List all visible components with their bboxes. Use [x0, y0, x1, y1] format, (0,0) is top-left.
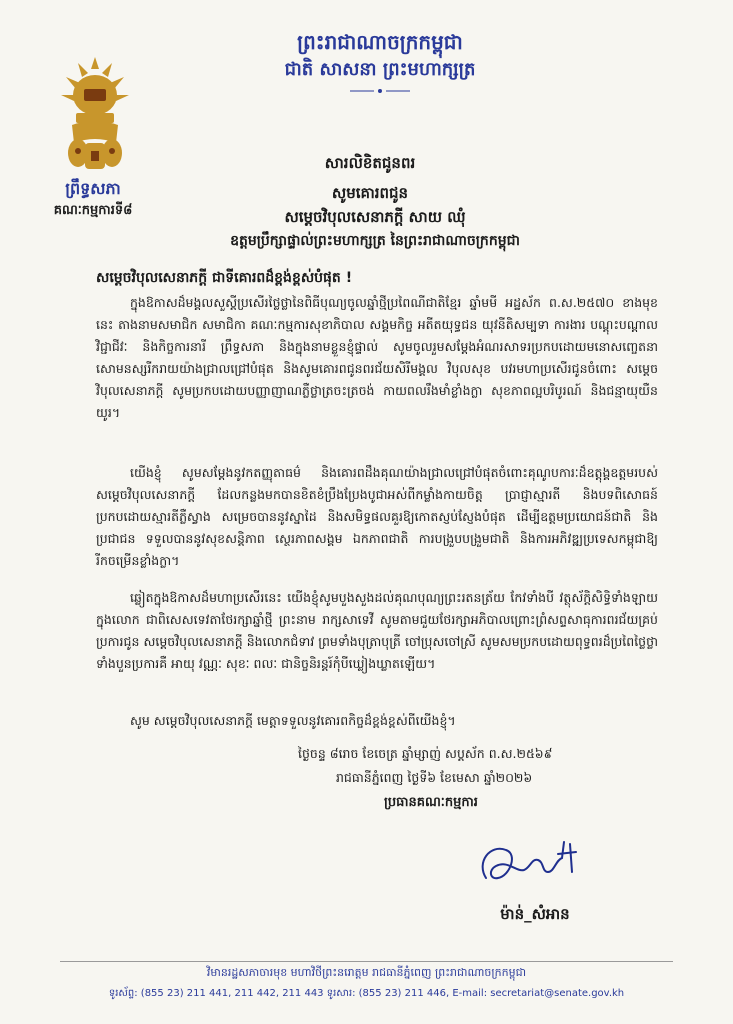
recipient-name: សម្ដេចវិបុលសេនាភក្ដី សាយ ឈុំ [284, 208, 466, 226]
footer-divider [60, 961, 673, 962]
lunar-date: ថ្ងៃចន្ទ ៨រោច ខែចេត្រ ឆ្នាំម្សាញ់ សប្តស័ក ព.ស.២៥៦៩ [298, 746, 553, 761]
place-and-date: រាជធានីភ្នំពេញ ថ្ងៃទី៦ ខែមេសា ឆ្នាំ២០២៦ [336, 770, 533, 785]
salutation: សម្ដេចវិបុលសេនាភក្ដី ជាទីគោរពដ៏ខ្ពង់ខ្ពស់បំផុត ! [96, 270, 353, 286]
recipient-title: ឧត្តមប្រឹក្សាផ្ទាល់ព្រះមហាក្សត្រ នៃព្រះរាជាណាចក្រកម្ពុជា [230, 233, 520, 249]
institution-name: ព្រឹទ្ធសភា [65, 179, 121, 198]
senate-emblem-icon [58, 55, 132, 175]
document-type: សារលិខិតជូនពរ [324, 154, 416, 172]
paragraph-2 [96, 462, 658, 574]
closing-text: សូម សម្ដេចវិបុលសេនាភក្ដី មេត្តាទទួលនូវគោរពកិច្ចដ៏ខ្ពង់ខ្ពស់ពីយើងខ្ញុំ។ [130, 713, 456, 728]
signer-title: ប្រធានគណៈកម្មការ [384, 795, 478, 810]
addressing-line: សូមគោរពជូន [331, 184, 409, 202]
footer-address: វិមានរដ្ឋសភាចារមុខ មហាវិថីព្រះនរោត្តម រាជធានីភ្នំពេញ ព្រះរាជាណាចក្រកម្ពុជា [206, 966, 527, 979]
paragraph-1-text: ក្នុងឱកាសដ៏មង្គលសួស្ដីប្រសើរថ្លៃថ្លានៃពិធីបុណ្យចូលឆ្នាំថ្មីប្រពៃណីជាតិខ្មែរ ឆ្នាំមមី អដ្ឋស័ក ព.ស.២៥៧០ ខាងមុខនេះ តាងនាមសមាជិក សមាជិកា គណៈកម្មការសុខាភិបាល សង្គមកិច្ច អតីតយុទ្ធជន យុវនីតិសម្បទា ការងារ បណ្ដុះបណ្ដាលវិជ្ជាជីវៈ និងកិច្ចការនារី ព្រឹទ្ធសភា និងក្នុងនាមខ្លួនខ្ញុំផ្ទាល់ សូមចូលរួមសម្ដែងអំណរសាទរប្រកបដោយមនោសញ្ចេតនាសោមនស្សរីករាយយ៉ាងជ្រាលជ្រៅបំផុត និងសូមគោរពជូនពរជ័យសិរីមង្គល វិបុលសុខ បវរមហាប្រសើរជូនចំពោះ សម្ដេចវិបុលសេនាភក្ដី សូមប្រកបដោយបញ្ញាញាណភ្លឺថ្លាត្រចះត្រចង់ កាយពលរឹងមាំខ្លាំងក្លា សុខភាពល្អបរិបូរណ៍ និងជន្មាយុយឺនយូរ។ [96, 295, 658, 420]
ornament-divider-icon [350, 88, 410, 94]
committee-name: គណៈកម្មការទី៨ [53, 203, 133, 218]
closing-paragraph [96, 710, 658, 732]
footer-contact: ទូរស័ព្ទ: (855 23) 211 441, 211 442, 211 443 ទូរសារ: (855 23) 211 446, E-mail: secretariat@senate.gov.kh [108, 988, 625, 999]
handwritten-signature-icon [472, 832, 590, 902]
national-motto: ជាតិ សាសនា ព្រះមហាក្សត្រ [284, 59, 476, 80]
signer-name: ម៉ាន់_សំអាន [500, 905, 570, 923]
kingdom-heading: ព្រះរាជាណាចក្រកម្ពុជា [297, 30, 463, 54]
paragraph-3 [96, 587, 658, 699]
paragraph-1 [96, 292, 658, 450]
paragraph-3-text: ឆ្លៀតក្នុងឱកាសដ៏មហាប្រសើរនេះ យើងខ្ញុំសូមបួងសួងដល់គុណបុណ្យព្រះរតនត្រ័យ កែវទាំងបី វត្ថុស័ក្ដិសិទ្ធិទាំងឡាយក្នុងលោក ជាពិសេសទេវតាថែរក្សាឆ្នាំថ្មី ព្រះនាម រាក្សសាទេវី សូមតាមជួយថែរក្សាអភិបាលព្រោះព្រំសព្ទសាធុការពរជ័យគ្រប់ប្រការជូន សម្ដេចវិបុលសេនាភក្ដី និងលោកជំទាវ ព្រមទាំងបុត្រាបុត្រី ចៅប្រុសចៅស្រី សូមសមប្រកបដោយពុទ្ធពរដ៏ប្រពៃថ្លៃថ្លាទាំងបួនប្រការគឺ អាយុ វណ្ណៈ សុខៈ ពលៈ ជានិច្ចនិរន្តរ៍កុំបីឃ្លៀងឃ្លាតឡើយ។ [96, 590, 658, 671]
paragraph-2-text: យើងខ្ញុំ សូមសម្ដែងនូវកតញ្ញុតាធម៌ និងគោរពដឹងគុណយ៉ាងជ្រាលជ្រៅបំផុតចំពោះគុណូបការៈដ៏ឧត្ដុង្គឧត្ដមរបស់ សម្ដេចវិបុលសេនាភក្ដី ដែលកន្លងមកបានខិតខំប្រឹងប្រែងបូជាអស់ពីកម្លាំងកាយចិត្ត ប្រាជ្ញាស្មារតី និងបទពិសោធន៍ ប្រកបដោយស្មារតីភ្លឺស្វាង សម្រេចបាននូវស្នាដៃ និងសមិទ្ធផលគួរឱ្យកោតស្ញប់ស្ញែងបំផុត ដើម្បីឧត្តមប្រយោជន៍ជាតិ និងប្រជាជន ទទួលបាននូវសុខសន្តិភាព ស្ថេរភាពសង្គម ឯកភាពជាតិ ការបង្រួបបង្រួមជាតិ និងការអភិវឌ្ឍប្រទេសកម្ពុជាឱ្យរីកចម្រើនខ្លាំងក្លា។ [96, 465, 658, 568]
